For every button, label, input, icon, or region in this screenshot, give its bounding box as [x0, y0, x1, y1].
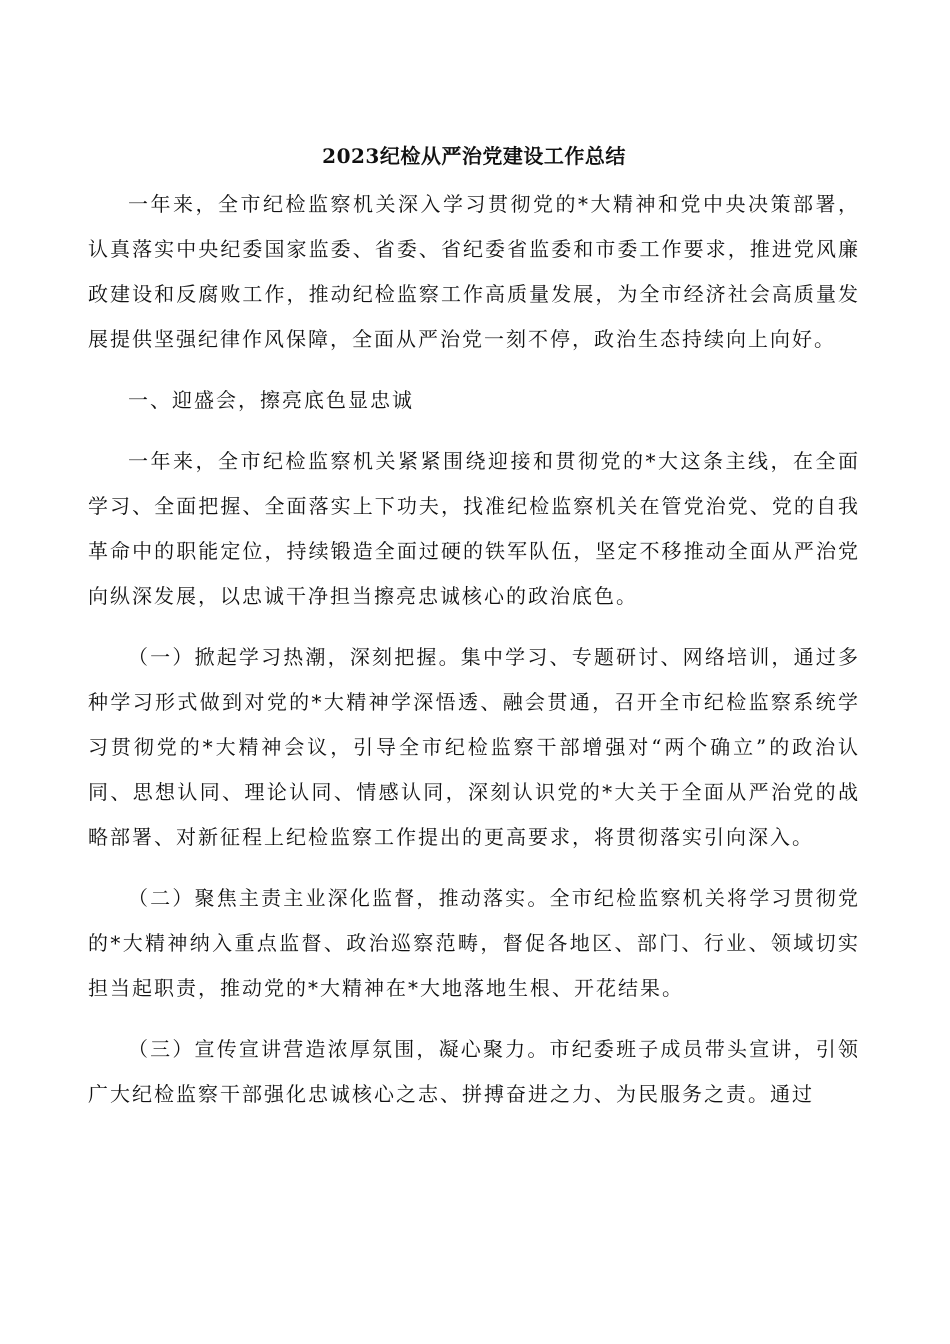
paragraph-item-1: （一）掀起学习热潮，深刻把握。集中学习、专题研讨、网络培训，通过多种学习形式做到对党的*大精神学深悟透、融会贯通，召开全市纪检监察系统学习贯彻党的*大精神会议，引导全市纪检监察干部增强对“两个确立”的政治认同、思想认同、理论认同、情感认同，深刻认识党的*大关于全面从严治党的战略部署、对新征程上纪检监察工作提出的更高要求，将贯彻落实引向深入。: [88, 645, 860, 849]
document-title: 2023纪检从严治党建设工作总结: [322, 144, 626, 168]
document-body: [88, 132, 860, 1117]
section-heading-1: 一、迎盛会，擦亮底色显忠诚: [128, 388, 414, 412]
paragraph-item-3: （三）宣传宣讲营造浓厚氛围，凝心聚力。市纪委班子成员带头宣讲，引领广大纪检监察干部强化忠诚核心之志、拼搏奋进之力、为民服务之责。通过: [88, 1037, 860, 1106]
paragraph-intro: 一年来，全市纪检监察机关深入学习贯彻党的*大精神和党中央决策部署，认真落实中央纪委国家监委、省委、省纪委省监委和市委工作要求，推进党风廉政建设和反腐败工作，推动纪检监察工作高质量发展，为全市经济社会高质量发展提供坚强纪律作风保障，全面从严治党一刻不停，政治生态持续向上向好。: [88, 192, 860, 351]
paragraph-item-2: （二）聚焦主责主业深化监督，推动落实。全市纪检监察机关将学习贯彻党的*大精神纳入重点监督、政治巡察范畴，督促各地区、部门、行业、领域切实担当起职责，推动党的*大精神在*大地落地生根、开花结果。: [88, 886, 860, 1000]
paragraph-section-1: 一年来，全市纪检监察机关紧紧围绕迎接和贯彻党的*大这条主线，在全面学习、全面把握、全面落实上下功夫，找准纪检监察机关在管党治党、党的自我革命中的职能定位，持续锻造全面过硬的铁军队伍，坚定不移推动全面从严治党向纵深发展，以忠诚干净担当擦亮忠诚核心的政治底色。: [88, 449, 860, 608]
